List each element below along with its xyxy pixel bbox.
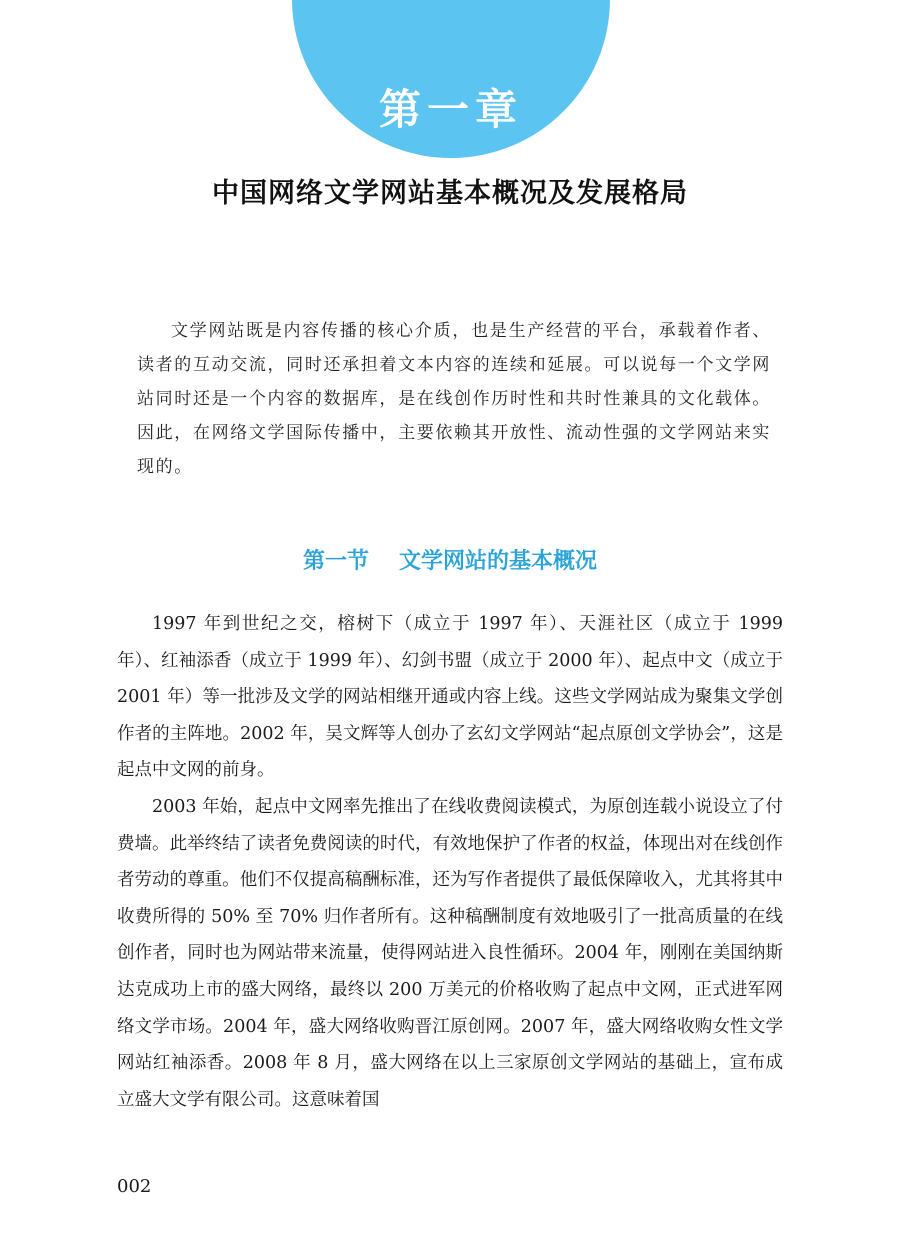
body-paragraph: 1997 年到世纪之交，榕树下（成立于 1997 年）、天涯社区（成立于 1999 年）、红袖添香（成立于 1999 年）、幻剑书盟（成立于 2000 年）、起点中文（成立于 2001 年）等一批涉及文学的网站相继开通或内容上线。这些文学网站成为聚集文学创作者的主阵地。2002 年，吴文辉等人创办了玄幻文学网站“起点原创文学协会”，这是起点中文网的前身。 <box>117 614 783 781</box>
chapter-abstract: 文学网站既是内容传播的核心介质，也是生产经营的平台，承载着作者、读者的互动交流，同时还承担着文本内容的连续和延展。可以说每一个文学网站同时还是一个内容的数据库，是在线创作历时性和共时性兼具的文化载体。因此，在网络文学国际传播中，主要依赖其开放性、流动性强的文学网站来实现的。 <box>137 321 771 477</box>
section-body <box>117 606 783 1118</box>
section-title: 文学网站的基本概况 <box>399 549 598 574</box>
chapter-label: 第一章 <box>378 85 523 134</box>
section-heading <box>0 542 900 582</box>
chapter-title: 中国网络文学网站基本概况及发展格局 <box>212 178 688 209</box>
body-paragraph: 2003 年始，起点中文网率先推出了在线收费阅读模式，为原创连载小说设立了付费墙。此举终结了读者免费阅读的时代，有效地保护了作者的权益，体现出对在线创作者劳动的尊重。他们不仅提高稿酬标准，还为写作者提供了最低保障收入，尤其将其中收费所得的 50% 至 70% 归作者所有。这种稿酬制度有效地吸引了一批高质量的在线创作者，同时也为网站带来流量，使得网站进入良性循环。2004 年，刚刚在美国纳斯达克成功上市的盛大网络，最终以 200 万美元的价格收购了起点中文网，正式进军网络文学市场。2004 年，盛大网络收购晋江原创网。2007 年，盛大网络收购女性文学网站红袖添香。2008 年 8 月，盛大网络在以上三家原创文学网站的基础上，宣布成立盛大文学有限公司。这意味着国 <box>117 796 783 1110</box>
section-number: 第一节 <box>302 549 369 574</box>
page-number: 002 <box>117 1176 152 1197</box>
